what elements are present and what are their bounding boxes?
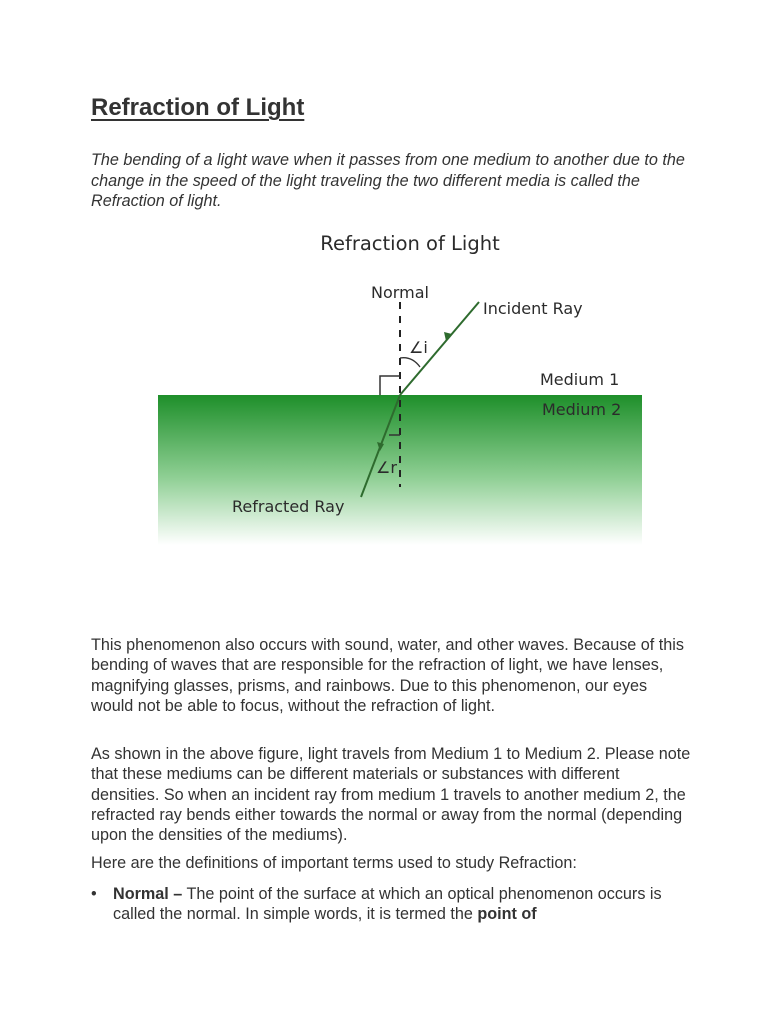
bullet: • (91, 885, 97, 903)
medium-1-label: Medium 1 (540, 370, 620, 389)
angle-i-label: ∠i (409, 338, 428, 357)
medium-2-label: Medium 2 (542, 400, 622, 419)
paragraph-mediums: As shown in the above figure, light travels from Medium 1 to Medium 2. Please note that these mediums can be different materials or substances with different densities. So when an incident ray from medium 1 travels to another medium 2, the refracted ray bends either towards the normal or away from the normal (depending upon the densities of the mediums). (91, 745, 691, 845)
definitions-list (91, 884, 691, 925)
right-angle-marker (380, 376, 400, 395)
paragraph-definitions-intro: Here are the definitions of important terms used to study Refraction: (91, 854, 577, 872)
paragraph-phenomenon: This phenomenon also occurs with sound, water, and other waves. Because of this bending of waves that are responsible for the refraction of light, we have lenses, magnifying glasses, prisms, and rainbows. Due to this phenomenon, our eyes would not be able to focus, without the refraction of light. (91, 636, 684, 715)
term-definition: The point of the surface at which an optical phenomenon occurs is called the normal. In simple words, it is termed the (113, 885, 662, 924)
term-emphasis: point of (477, 905, 537, 924)
incident-ray-label: Incident Ray (483, 299, 583, 318)
page-title: Refraction of Light (91, 94, 305, 121)
figure-title: Refraction of Light (320, 232, 500, 255)
angle-r-label: ∠r (376, 458, 397, 477)
angle-i-arc (400, 358, 420, 367)
normal-label: Normal (371, 283, 429, 302)
list-item (91, 884, 691, 925)
term-label: Normal – (113, 885, 183, 903)
refraction-diagram (150, 225, 650, 555)
refracted-ray-label: Refracted Ray (232, 497, 345, 516)
intro-paragraph: The bending of a light wave when it passes from one medium to another due to the change in the speed of the light traveling the two different media is called the Refraction of light. (91, 151, 685, 210)
